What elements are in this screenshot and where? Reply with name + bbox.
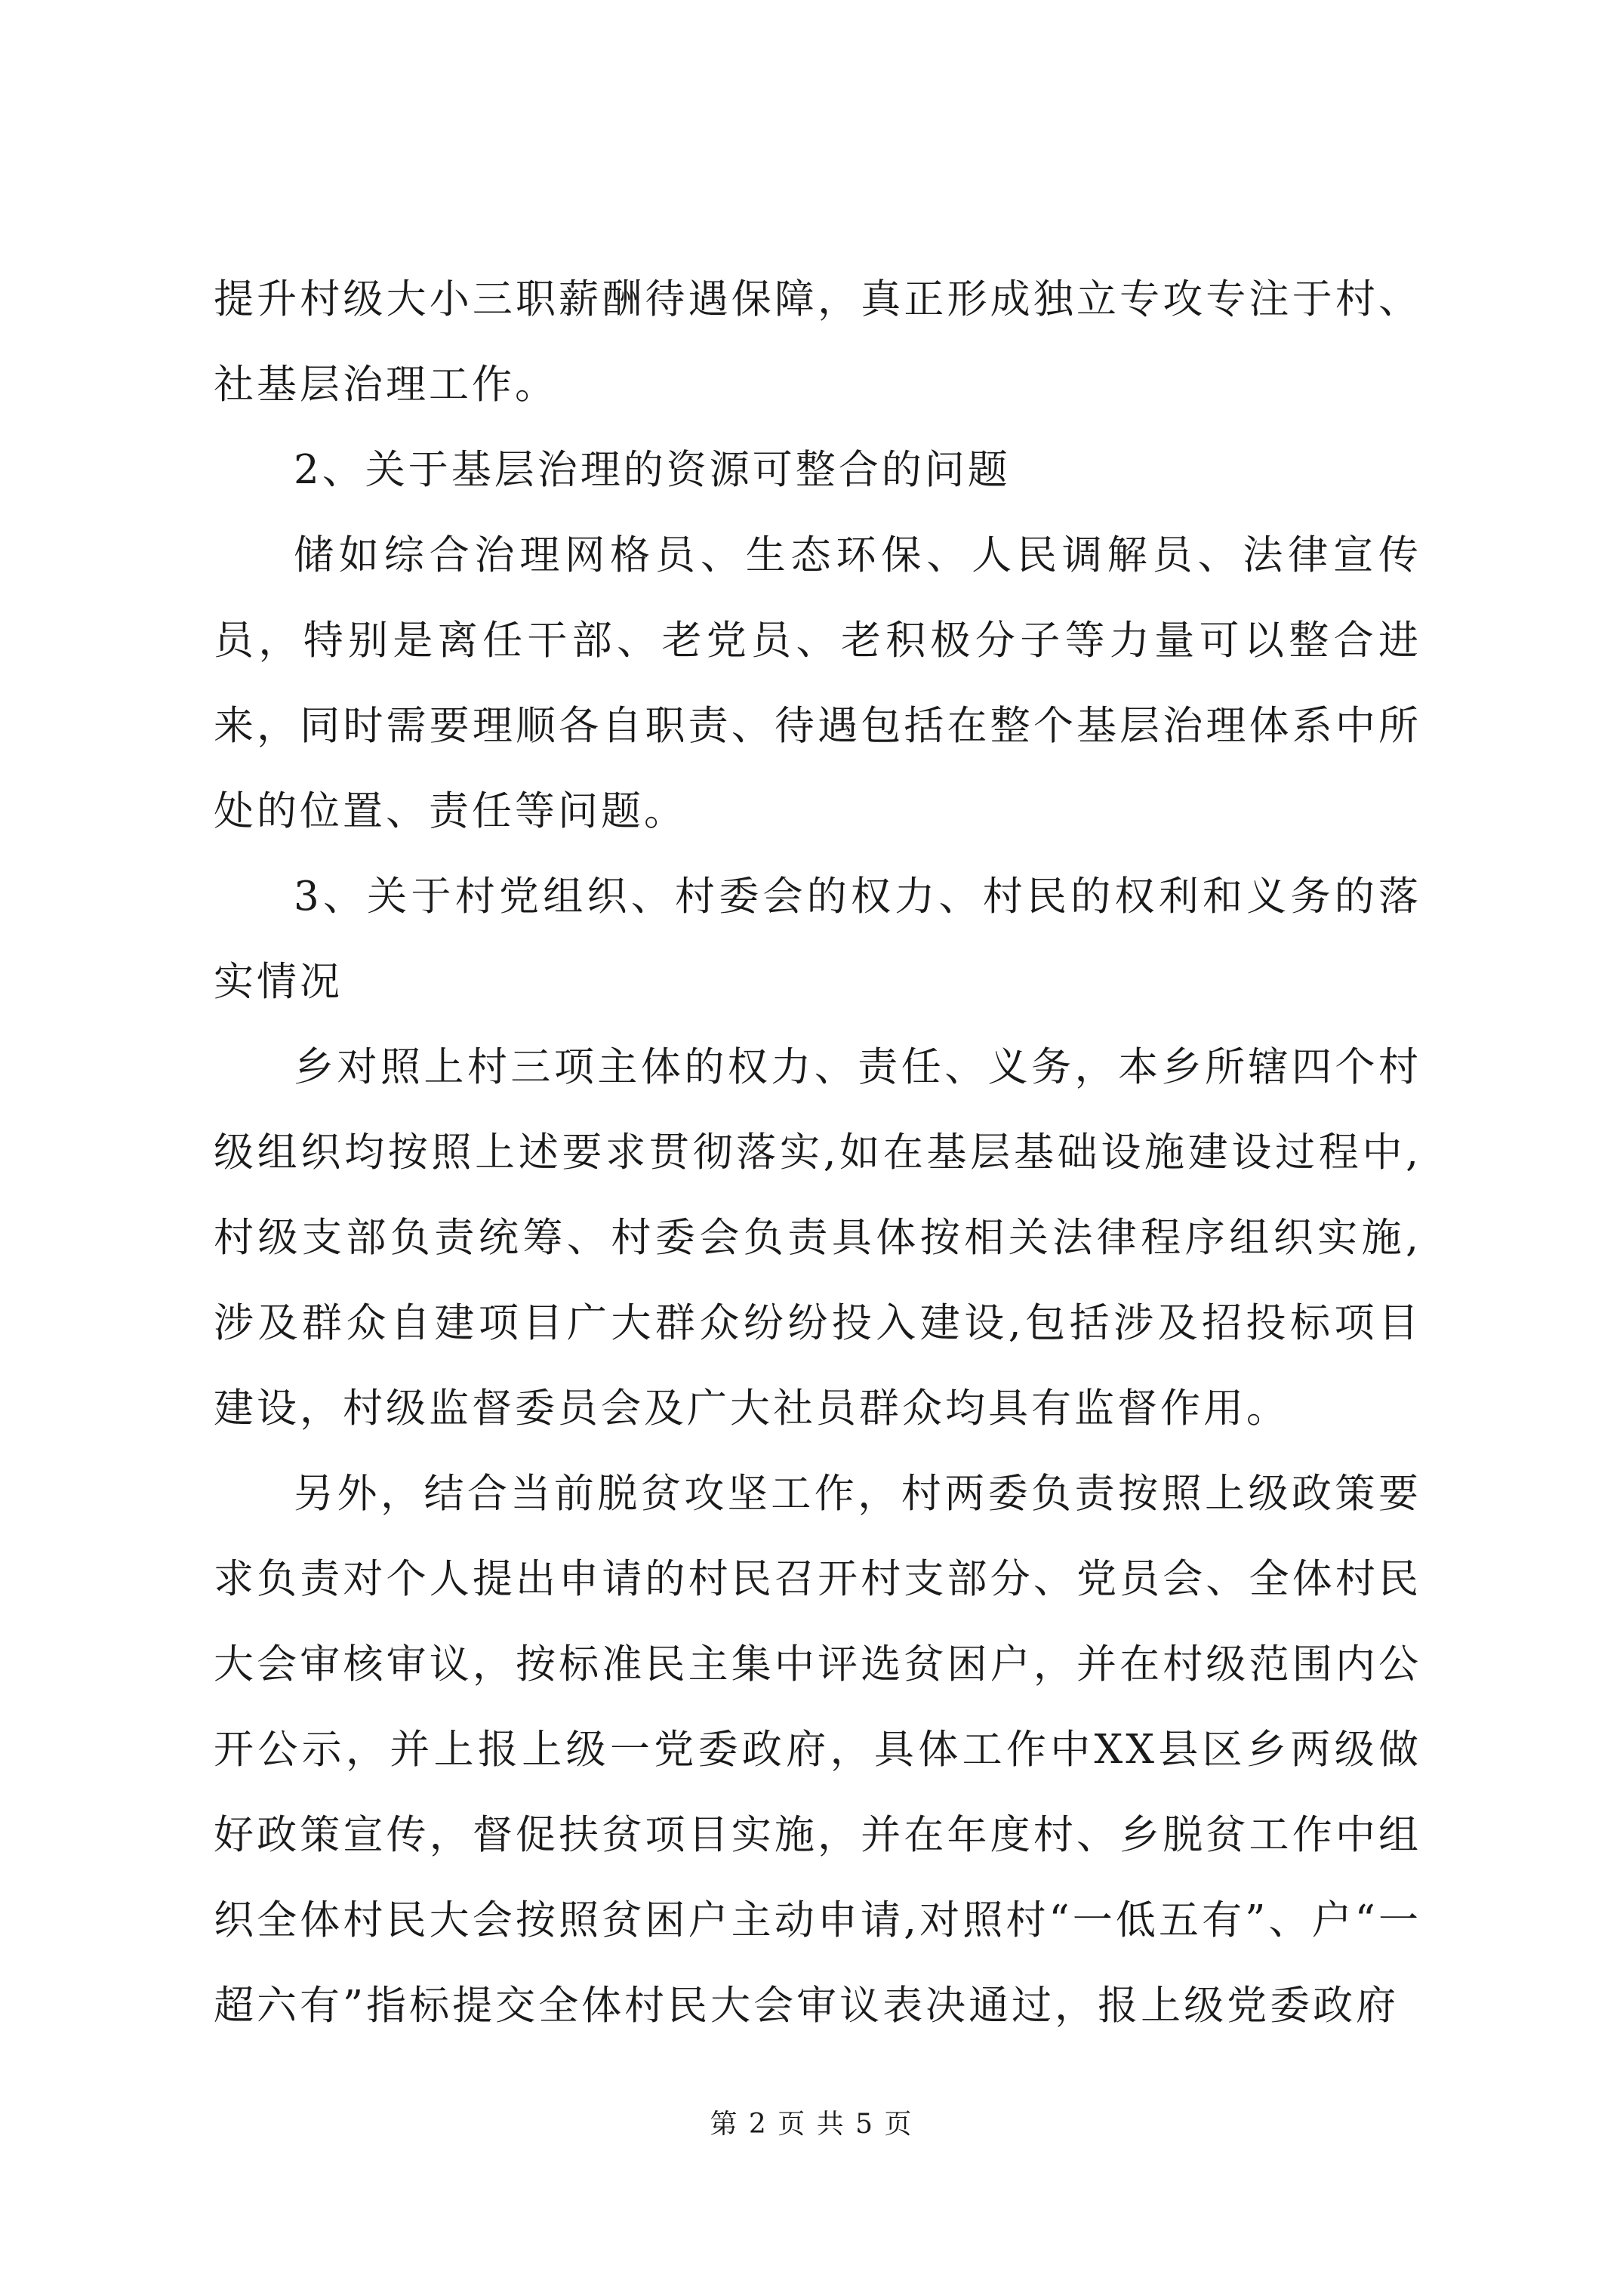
page-footer: 第 2 页 共 5 页	[710, 2109, 913, 2140]
paragraph-5: 乡对照上村三项主体的权力、责任、义务，本乡所辖四个村级组织均按照上述要求贯彻落实,如在基层基础设施建设过程中,村级支部负责统筹、村委会负责具体按相关法律程序组织实施,涉及群众自建项目广大群众纷纷投入建设,包括涉及招投标项目建设，村级监督委员会及广大社员群众均具有监督作用。	[214, 1044, 1421, 1432]
document-body	[214, 257, 1421, 2048]
paragraph-4-heading: 3、关于村党组织、村委会的权力、村民的权利和义务的落实情况	[214, 874, 1421, 1005]
paragraph-6: 另外，结合当前脱贫攻坚工作，村两委负责按照上级政策要求负责对个人提出申请的村民召开村支部分、党员会、全体村民大会审核审议，按标准民主集中评选贫困户，并在村级范围内公开公示，并上报上级一党委政府，具体工作中XX县区乡两级做好政策宣传，督促扶贫项目实施，并在年度村、乡脱贫工作中组织全体村民大会按照贫困户主动申请,对照村“一低五有”、户“一超六有”指标提交全体村民大会审议表决通过，报上级党委政府	[214, 1471, 1421, 2029]
paragraph-1: 提升村级大小三职薪酬待遇保障，真正形成独立专攻专注于村、社基层治理工作。	[214, 276, 1421, 408]
paragraph-2-heading: 2、关于基层治理的资源可整合的问题	[294, 447, 1011, 493]
paragraph-3: 储如综合治理网格员、生态环保、人民调解员、法律宣传员，特别是离任干部、老党员、老积极分子等力量可以整合进来，同时需要理顺各自职责、待遇包括在整个基层治理体系中所处的位置、责任等问题。	[214, 532, 1421, 834]
